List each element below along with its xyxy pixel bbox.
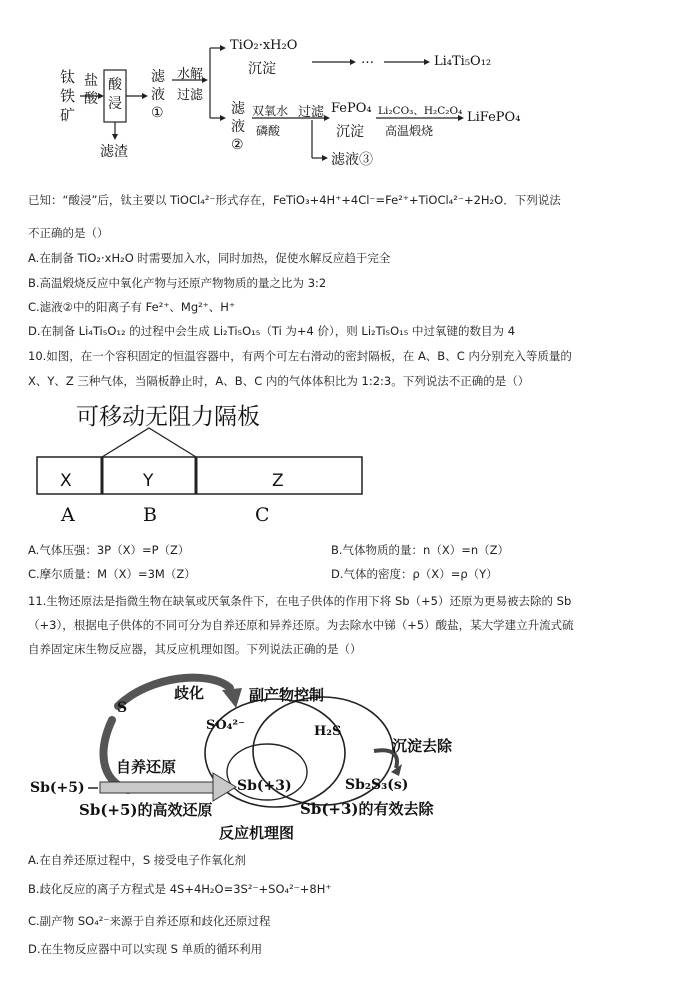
partition-title: 可移动无阻力隔板	[76, 404, 260, 430]
filtrate1-label: 滤 液 ①	[151, 69, 165, 121]
q10-option-b: B.气体物质的量：n（X）=n（Z）	[331, 543, 510, 557]
q10-stem-line1: 10.如图，在一个容积固定的恒温容器中，有两个可左右滑动的密封隔板，在 A、B、C 内分别充入等质量的	[28, 349, 572, 363]
q9-stem-line2: 不正确的是（）	[28, 226, 109, 240]
tio2-precip-label: 沉淀	[248, 61, 276, 77]
q10-option-c: C.摩尔质量：M（X）=3M（Z）	[28, 567, 196, 581]
residue-label: 滤渣	[100, 144, 128, 160]
section-a-label: A	[61, 504, 75, 526]
disproportionation-label: 歧化	[174, 684, 205, 702]
q11-option-c: C.副产物 SO₄²⁻来源于自养还原和歧化还原过程	[28, 914, 271, 928]
q9-option-a: A.在制备 TiO₂·xH₂O 时需要加入水，同时加热，促使水解反应趋于完全	[28, 251, 391, 265]
cell-z-label: Z	[272, 471, 284, 491]
q9-option-c: C.滤液②中的阳离子有 Fe²⁺、Mg²⁺、H⁺	[28, 300, 236, 314]
q10-option-a: A.气体压强：3P（X）=P（Z）	[28, 543, 190, 557]
hydrolysis-label: 水解	[177, 67, 204, 82]
cell-x-label: X	[60, 471, 72, 491]
cell-y-label: Y	[143, 471, 154, 491]
fepo4-label: FePO₄	[331, 101, 372, 116]
filter2-label: 过滤	[298, 105, 325, 120]
leach-label: 酸 浸	[108, 77, 122, 112]
byproduct-label: 副产物控制	[249, 686, 325, 704]
sb5-label: Sb(+5)	[30, 780, 85, 796]
sb2s3-label: Sb₂S₃(s)	[345, 777, 409, 793]
phosphoric-label: 磷酸	[256, 124, 281, 138]
lifepo4-label: LiFePO₄	[467, 110, 521, 125]
s-label: S	[117, 700, 128, 716]
reagents-label: Li₂CO₃、H₂C₂O₄	[378, 105, 463, 117]
q9-option-d: D.在制备 Li₄Ti₅O₁₂ 的过程中会生成 Li₂Ti₅O₁₅（Ti 为+4 价），则 Li₂Ti₅O₁₅ 中过氧键的数目为 4	[28, 324, 516, 338]
figure-caption: 反应机理图	[219, 824, 295, 842]
efficient-reduction-label: Sb(+5)的高效还原	[79, 801, 213, 819]
q10-option-d: D.气体的密度：ρ（X）=ρ（Y）	[331, 567, 498, 581]
q10-stem-line2: X、Y、Z 三种气体，当隔板静止时，A、B、C 内的气体体积比为 1:2:3。下列说法不正确的是（）	[28, 374, 530, 388]
section-c-label: C	[255, 504, 270, 526]
so4-label: SO₄²⁻	[206, 718, 245, 733]
ellipsis: …	[361, 52, 374, 67]
q11-stem-line2: （+3），根据电子供体的不同可分为自养还原和异养还原。为去除水中锑（+5）酸盐，某大学建立升流式硫	[28, 618, 574, 632]
ore-label: 钛 铁 矿	[60, 68, 76, 124]
acid-label: 盐 酸	[84, 73, 98, 107]
q9-option-b: B.高温煅烧反应中氧化产物与还原产物物质的量之比为 3:2	[28, 276, 327, 290]
filtrate2-label: 滤 液 ②	[231, 101, 245, 153]
q11-stem-line1: 11.生物还原法是指微生物在缺氧或厌氧条件下，在电子供体的作用下将 Sb（+5）还原为更易被去除的 Sb	[28, 594, 572, 608]
q11-option-d: D.在生物反应器中可以实现 S 单质的循环利用	[28, 942, 263, 956]
fepo4-precip-label: 沉淀	[336, 124, 364, 140]
autotrophic-label: 自养还原	[116, 758, 177, 776]
q11-stem-line3: 自养固定床生物反应器，其反应机理如图。下列说法正确的是（）	[28, 642, 362, 656]
sb3-label: Sb(+3)	[237, 778, 292, 794]
calcine-label: 高温煅烧	[385, 124, 434, 138]
container-svg	[0, 420, 693, 500]
q11-option-b: B.歧化反应的离子方程式是 4S+4H₂O=3S²⁻+SO₄²⁻+8H⁺	[28, 882, 332, 896]
tio2-label: TiO₂·xH₂O	[230, 38, 298, 53]
effective-removal-label: Sb(+3)的有效去除	[300, 800, 434, 818]
q9-stem-line1: 已知：“酸浸”后，钛主要以 TiOCl₄²⁻形式存在，FeTiO₃+4H⁺+4Cl⁻=Fe²⁺+TiOCl₄²⁻+2H₂O．下列说法	[28, 193, 561, 207]
h2s-label: H₂S	[314, 724, 342, 739]
h2o2-label: 双氧水	[252, 104, 289, 118]
li4ti5o12-label: Li₄Ti₅O₁₂	[434, 54, 492, 69]
container-box	[37, 457, 362, 494]
filtrate3-label: 滤液③	[331, 152, 373, 168]
q11-option-a: A.在自养还原过程中，S 接受电子作氧化剂	[28, 853, 246, 867]
filter1-label: 过滤	[177, 88, 204, 103]
mechanism-svg	[0, 660, 693, 850]
precip-removal-label: 沉淀去除	[392, 737, 453, 755]
section-b-label: B	[143, 504, 157, 526]
